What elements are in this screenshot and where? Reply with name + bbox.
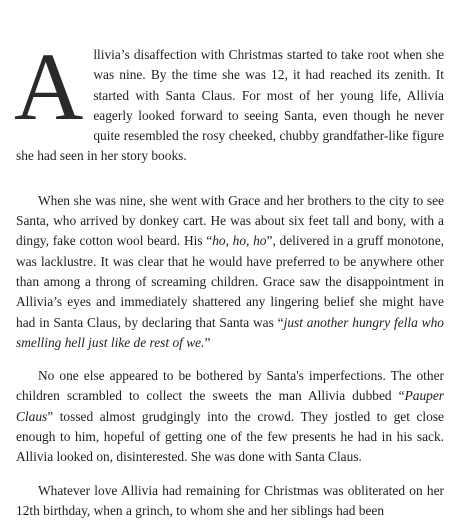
paragraph-1-text: llivia’s disaffection with Christmas started to take root when she was nine. By the time she was 12, it had reached its zenith. It started with Santa Claus. For most of her young life, Allivia eagerly looked forward to seeing Santa, even though he never quite resembled the rosy cheeked, chubby grandfather-like figure she had seen in her story books. (16, 47, 444, 164)
pauper-claus-name: Pauper Claus (16, 388, 444, 424)
paragraph-2-text-c: ” (204, 334, 211, 350)
drop-cap: A (14, 33, 84, 140)
paragraph-2-text-b: ”, delivered in a gruff monotone, was lacklustre. It was clear that he would have preferred to be anywhere other than among a throng of screaming children. Grace saw the disappointment in Allivia’s eyes and immediately shattered any lingering belief she might have had in Santa Claus, by declaring that Santa was “ (16, 233, 444, 330)
paragraph-2-text-a: When she was nine, she went with Grace and her brothers to the city to see Santa, who arrived by donkey cart. He was about six feet tall and bony, with a dingy, fake cotton wool beard. His “ (16, 192, 444, 249)
paragraph-4-text: Whatever love Allivia had remaining for Christmas was obliterated on her 12th birthday, when a grinch, to whom she and her siblings had been (16, 482, 444, 518)
paragraph-4 (16, 481, 444, 521)
santa-quote: ho, ho, ho (212, 233, 267, 249)
paragraph-3-text-a: No one else appeared to be bothered by Santa's imperfections. The other children scrambled to collect the sweets the man Allivia dubbed “ (16, 368, 444, 404)
paragraph-2 (16, 191, 444, 353)
grace-quote: just another hungry fella who smelling hell just like de rest of we. (16, 314, 444, 350)
paragraph-3-text-b: ” tossed almost grudgingly into the crowd. They jostled to get close enough to him, hopeful of getting one of the few presents he had in his sack. Allivia looked on, disinterested. She was done with Santa Claus. (16, 408, 444, 465)
book-page (14, 0, 444, 518)
paragraph-3 (16, 366, 444, 467)
paragraph-1 (14, 33, 444, 167)
